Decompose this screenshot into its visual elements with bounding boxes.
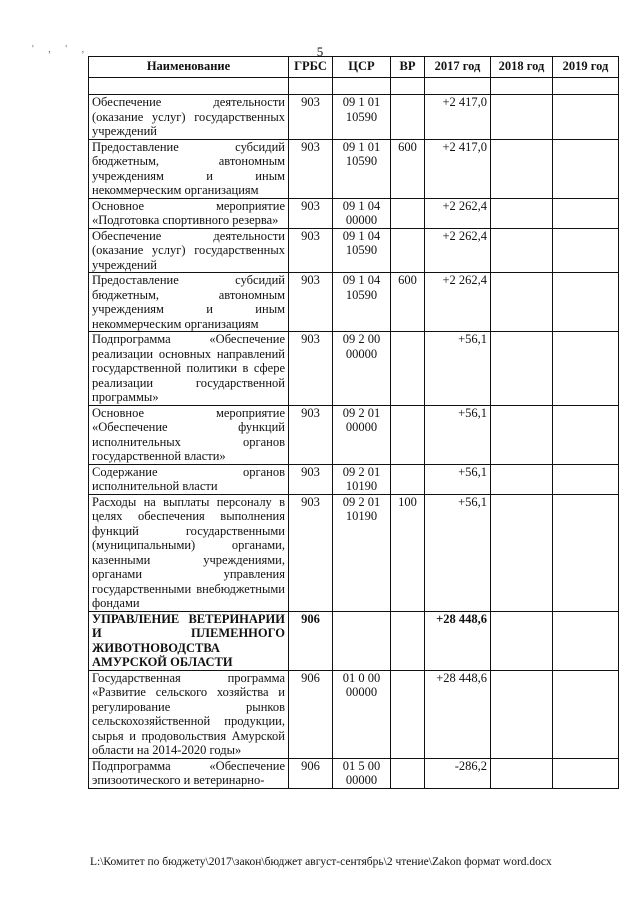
- table-row: [89, 273, 619, 332]
- cell-csr: [333, 611, 391, 670]
- cell-csr: 09 2 01 10190: [333, 464, 391, 494]
- cell-2017: +2 262,4: [425, 198, 491, 228]
- table-row: [89, 758, 619, 788]
- cell-vr: 600: [391, 139, 425, 198]
- spacer-cell: [333, 78, 391, 95]
- budget-table: [88, 56, 619, 789]
- header-2018: 2018 год: [491, 57, 553, 78]
- cell-name: Предоставление субсидий бюджетным, автономным учреждениям и иным некоммерческим организациям: [89, 139, 289, 198]
- cell-grbs: 903: [289, 228, 333, 273]
- spacer-row: [89, 78, 619, 95]
- header-2019: 2019 год: [553, 57, 619, 78]
- cell-csr: 09 2 01 10190: [333, 494, 391, 611]
- cell-csr: 09 2 00 00000: [333, 332, 391, 406]
- spacer-cell: [425, 78, 491, 95]
- cell-2017: +56,1: [425, 332, 491, 406]
- cell-2017: +28 448,6: [425, 611, 491, 670]
- table-row: [89, 228, 619, 273]
- cell-grbs: 906: [289, 611, 333, 670]
- cell-2017: +2 262,4: [425, 273, 491, 332]
- cell-2018: [491, 464, 553, 494]
- cell-vr: [391, 405, 425, 464]
- table-row: [89, 198, 619, 228]
- table-row: [89, 139, 619, 198]
- cell-vr: [391, 464, 425, 494]
- cell-name: Основное мероприятие «Обеспечение функций исполнительных органов государственной власти»: [89, 405, 289, 464]
- cell-2017: +56,1: [425, 405, 491, 464]
- cell-vr: [391, 332, 425, 406]
- cell-2018: [491, 228, 553, 273]
- spacer-cell: [491, 78, 553, 95]
- cell-2017: +56,1: [425, 494, 491, 611]
- cell-2019: [553, 494, 619, 611]
- cell-2017: +2 417,0: [425, 95, 491, 140]
- spacer-cell: [553, 78, 619, 95]
- cell-2017: +28 448,6: [425, 670, 491, 758]
- cell-name: Основное мероприятие «Подготовка спортивного резерва»: [89, 198, 289, 228]
- cell-2018: [491, 198, 553, 228]
- cell-vr: [391, 670, 425, 758]
- cell-grbs: 903: [289, 464, 333, 494]
- cell-2018: [491, 273, 553, 332]
- cell-2018: [491, 494, 553, 611]
- cell-2018: [491, 611, 553, 670]
- cell-2018: [491, 758, 553, 788]
- cell-grbs: 903: [289, 273, 333, 332]
- table-row: [89, 332, 619, 406]
- cell-name: УПРАВЛЕНИЕ ВЕТЕРИНАРИИ И ПЛЕМЕННОГО ЖИВОТНОВОДСТВА АМУРСКОЙ ОБЛАСТИ: [89, 611, 289, 670]
- cell-2017: +2 417,0: [425, 139, 491, 198]
- spacer-cell: [289, 78, 333, 95]
- header-vr: ВР: [391, 57, 425, 78]
- cell-vr: 100: [391, 494, 425, 611]
- cell-csr: 01 5 00 00000: [333, 758, 391, 788]
- cell-name: Подпрограмма «Обеспечение эпизоотического и ветеринарно-: [89, 758, 289, 788]
- cell-2017: -286,2: [425, 758, 491, 788]
- cell-2017: +2 262,4: [425, 228, 491, 273]
- cell-2019: [553, 198, 619, 228]
- cell-2019: [553, 405, 619, 464]
- cell-grbs: 903: [289, 198, 333, 228]
- cell-csr: 01 0 00 00000: [333, 670, 391, 758]
- header-2017: 2017 год: [425, 57, 491, 78]
- cell-2019: [553, 464, 619, 494]
- cell-grbs: 903: [289, 494, 333, 611]
- cell-csr: 09 1 04 10590: [333, 273, 391, 332]
- cell-grbs: 903: [289, 332, 333, 406]
- cell-2019: [553, 611, 619, 670]
- cell-name: Содержание органов исполнительной власти: [89, 464, 289, 494]
- table-row: [89, 611, 619, 670]
- cell-2019: [553, 332, 619, 406]
- cell-vr: [391, 95, 425, 140]
- header-csr: ЦСР: [333, 57, 391, 78]
- cell-2019: [553, 139, 619, 198]
- table-row: [89, 494, 619, 611]
- cell-csr: 09 1 01 10590: [333, 139, 391, 198]
- cell-2018: [491, 139, 553, 198]
- cell-name: Обеспечение деятельности (оказание услуг) государственных учреждений: [89, 228, 289, 273]
- table-row: [89, 464, 619, 494]
- cell-2019: [553, 273, 619, 332]
- cell-2018: [491, 332, 553, 406]
- cell-csr: 09 1 04 00000: [333, 198, 391, 228]
- cell-2018: [491, 670, 553, 758]
- header-grbs: ГРБС: [289, 57, 333, 78]
- cell-2018: [491, 405, 553, 464]
- cell-2017: +56,1: [425, 464, 491, 494]
- table-row: [89, 95, 619, 140]
- footer-file-path: L:\Комитет по бюджету\2017\закон\бюджет август-сентябрь\2 чтение\Zakon формат word.docx: [90, 856, 552, 868]
- cell-csr: 09 1 04 10590: [333, 228, 391, 273]
- cell-name: Предоставление субсидий бюджетным, автономным учреждениям и иным некоммерческим организациям: [89, 273, 289, 332]
- cell-vr: [391, 228, 425, 273]
- cell-2018: [491, 95, 553, 140]
- cell-2019: [553, 670, 619, 758]
- cell-vr: [391, 611, 425, 670]
- cell-grbs: 903: [289, 139, 333, 198]
- cell-2019: [553, 758, 619, 788]
- margin-specks: ' , ' ,: [32, 44, 91, 55]
- header-name: Наименование: [89, 57, 289, 78]
- table-body: [89, 78, 619, 789]
- cell-name: Подпрограмма «Обеспечение реализации основных направлений государственной политики в сфере реализации государственной программы»: [89, 332, 289, 406]
- cell-grbs: 906: [289, 670, 333, 758]
- spacer-cell: [89, 78, 289, 95]
- cell-vr: [391, 758, 425, 788]
- cell-csr: 09 1 01 10590: [333, 95, 391, 140]
- table-row: [89, 405, 619, 464]
- cell-vr: [391, 198, 425, 228]
- table-row: [89, 670, 619, 758]
- cell-csr: 09 2 01 00000: [333, 405, 391, 464]
- page-number: 5: [316, 44, 324, 59]
- cell-name: Расходы на выплаты персоналу в целях обеспечения выполнения функций государственными (муниципальными) органами, казенными учреждениями, органами управления государственными внебюджетными фондами: [89, 494, 289, 611]
- cell-name: Государственная программа «Развитие сельского хозяйства и регулирование рынков сельскохозяйственной продукции, сырья и продовольствия Амурской области на 2014-2020 годы»: [89, 670, 289, 758]
- cell-grbs: 903: [289, 95, 333, 140]
- cell-grbs: 906: [289, 758, 333, 788]
- table-header-row: [89, 57, 619, 78]
- cell-name: Обеспечение деятельности (оказание услуг) государственных учреждений: [89, 95, 289, 140]
- cell-2019: [553, 95, 619, 140]
- cell-2019: [553, 228, 619, 273]
- cell-vr: 600: [391, 273, 425, 332]
- spacer-cell: [391, 78, 425, 95]
- cell-grbs: 903: [289, 405, 333, 464]
